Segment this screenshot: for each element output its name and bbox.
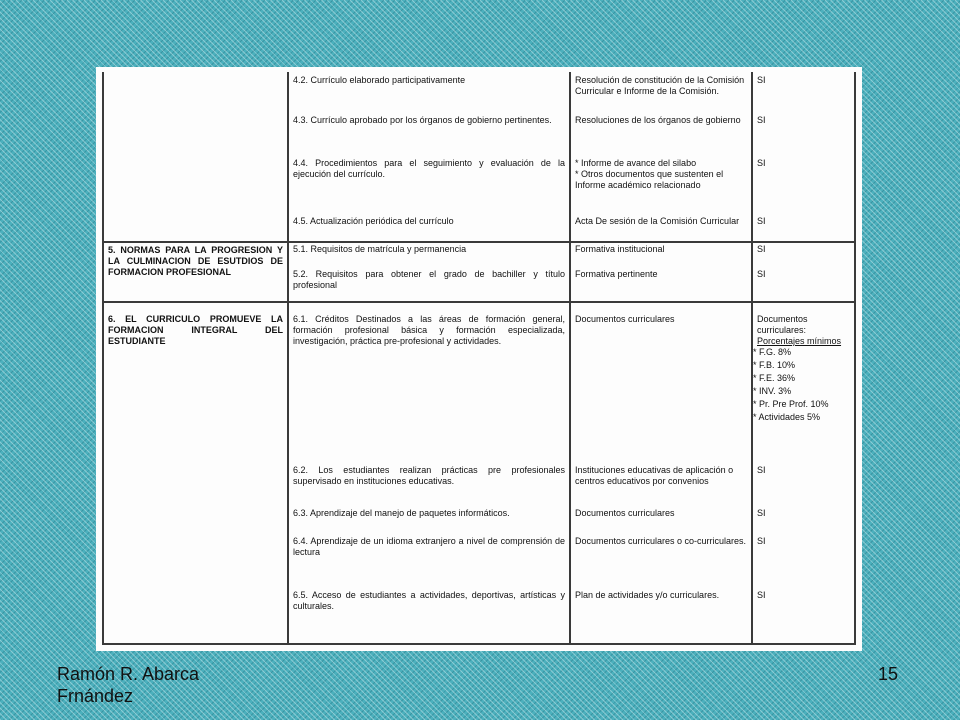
compliance-value: SI <box>757 508 766 518</box>
author-line: Frnández <box>57 686 134 706</box>
source-text: Plan de actividades y/o curriculares. <box>575 590 720 600</box>
indicator-text: 4.5. Actualización periódica del currículo <box>293 216 454 226</box>
source-text: Resolución de constitución de la Comisión Curricular e Informe de la Comisión. <box>575 75 745 96</box>
source-text: Documentos curriculares <box>575 314 675 324</box>
compliance-subheader: Porcentajes mínimos <box>757 336 842 346</box>
indicator-text: 4.2. Currículo elaborado participativamente <box>293 75 466 85</box>
source-text: Instituciones educativas de aplicación o centros educativos por convenios <box>575 465 734 486</box>
percentage-item: * F.E. 36% <box>753 373 796 383</box>
table-row <box>103 72 855 242</box>
indicator-text: 6.4. Aprendizaje de un idioma extranjero a nivel de comprensión de lectura <box>293 536 565 557</box>
percentage-item: * F.G. 8% <box>753 347 792 357</box>
criterion-text: 5. NORMAS PARA LA PROGRESION Y LA CULMINACION DE ESUTDIOS DE FORMACION PROFESIONAL <box>108 245 283 277</box>
indicator-text: 6.2. Los estudiantes realizan prácticas pre profesionales supervisado en instituciones educativas. <box>293 465 565 486</box>
source-text: Resoluciones de los órganos de gobierno <box>575 115 741 125</box>
compliance-header: Documentos curriculares: <box>757 314 808 335</box>
percentage-item: * INV. 3% <box>753 386 792 396</box>
compliance-value: SI <box>757 590 766 600</box>
criterion-cell <box>103 72 288 242</box>
percentage-item: * Actividades 5% <box>753 412 821 422</box>
source-text: Acta De sesión de la Comisión Curricular <box>575 216 740 226</box>
compliance-value: SI <box>757 216 766 226</box>
table-row <box>103 302 855 644</box>
source-text: Formativa institucional <box>575 244 665 254</box>
source-text: * Otros documentos que sustenten el Informe académico relacionado <box>575 169 724 190</box>
table-row <box>103 242 855 302</box>
compliance-cell <box>752 242 855 302</box>
source-text: * Informe de avance del silabo <box>575 158 697 168</box>
indicator-text: 6.3. Aprendizaje del manejo de paquetes informáticos. <box>293 508 510 518</box>
indicator-text: 5.1. Requisitos de matrícula y permanencia <box>293 244 467 254</box>
sources-cell <box>570 242 752 302</box>
indicator-text: 6.5. Acceso de estudiantes a actividades, deportivas, artísticas y culturales. <box>293 590 565 611</box>
curriculum-evaluation-table <box>102 72 856 645</box>
indicator-text: 6.1. Créditos Destinados a las áreas de formación general, formación profesional básica y formación especializada, investigación, práctica pre-profesional y actividades. <box>293 314 565 346</box>
compliance-value: SI <box>757 536 766 546</box>
sources-cell <box>570 302 752 644</box>
indicators-cell <box>288 302 570 644</box>
compliance-value: SI <box>757 158 766 168</box>
indicator-text: 4.3. Currículo aprobado por los órganos de gobierno pertinentes. <box>293 115 552 125</box>
percentage-item: * Pr. Pre Prof. 10% <box>753 399 829 409</box>
compliance-value: SI <box>757 115 766 125</box>
percentage-item: * F.B. 10% <box>753 360 796 370</box>
indicators-cell <box>288 72 570 242</box>
source-text: Documentos curriculares o co-curriculares. <box>575 536 747 546</box>
author-line: Ramón R. Abarca <box>57 664 200 684</box>
criterion-cell <box>103 242 288 302</box>
source-text: Formativa pertinente <box>575 269 658 279</box>
criterion-text: 6. EL CURRICULO PROMUEVE LA FORMACION INTEGRAL DEL ESTUDIANTE <box>108 314 283 346</box>
source-text: Documentos curriculares <box>575 508 675 518</box>
footer-author <box>57 663 257 707</box>
criterion-text <box>104 72 287 74</box>
indicator-text: 4.4. Procedimientos para el seguimiento y evaluación de la ejecución del currículo. <box>293 158 565 179</box>
sources-cell <box>570 72 752 242</box>
criterion-cell <box>103 302 288 644</box>
compliance-value: SI <box>757 465 766 475</box>
compliance-value: SI <box>757 269 766 279</box>
compliance-cell <box>752 72 855 242</box>
compliance-value: SI <box>757 75 766 85</box>
compliance-value: SI <box>757 244 766 254</box>
compliance-cell <box>752 302 855 644</box>
indicator-text: 5.2. Requisitos para obtener el grado de bachiller y título profesional <box>293 269 565 290</box>
document-page <box>96 67 862 651</box>
indicators-cell <box>288 242 570 302</box>
page-number: 15 <box>878 664 899 684</box>
